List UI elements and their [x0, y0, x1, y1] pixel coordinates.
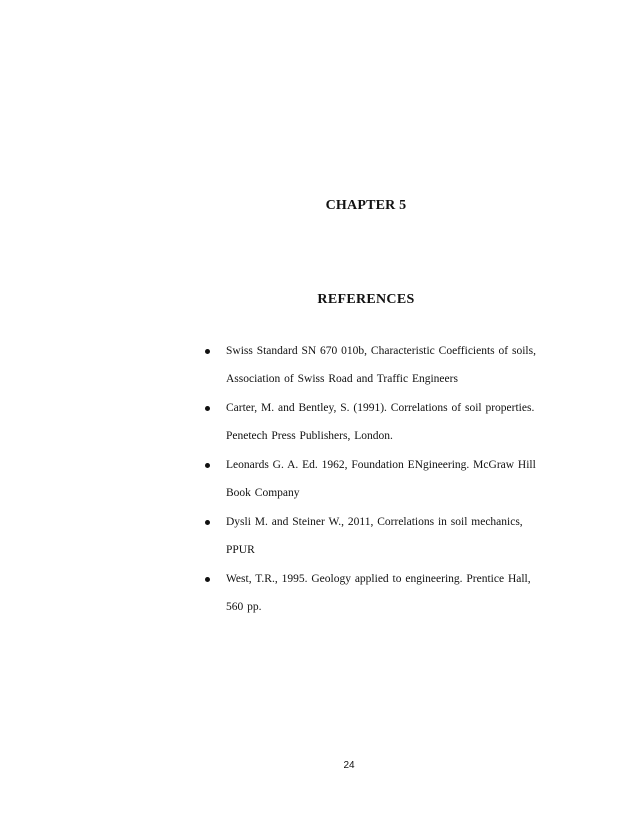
page-number: 24	[343, 760, 355, 771]
reference-item	[205, 566, 550, 621]
reference-text: West, T.R., 1995. Geology applied to engineering. Prentice Hall, 560 pp.	[226, 573, 531, 613]
bullet-icon	[205, 577, 210, 582]
reference-text: Carter, M. and Bentley, S. (1991). Correlations of soil properties. Penetech Press Publishers, London.	[226, 402, 535, 442]
reference-text: Swiss Standard SN 670 010b, Characteristic Coefficients of soils, Association of Swiss Road and Traffic Engineers	[226, 345, 536, 385]
bullet-icon	[205, 349, 210, 354]
reference-item	[205, 509, 550, 564]
bullet-icon	[205, 406, 210, 411]
bullet-icon	[205, 463, 210, 468]
reference-item	[205, 452, 550, 507]
references-heading: REFERENCES	[317, 292, 415, 307]
chapter-heading: CHAPTER 5	[325, 198, 407, 213]
bullet-icon	[205, 520, 210, 525]
reference-text: Dysli M. and Steiner W., 2011, Correlations in soil mechanics, PPUR	[226, 516, 523, 556]
reference-item	[205, 395, 550, 450]
reference-text: Leonards G. A. Ed. 1962, Foundation ENgineering. McGraw Hill Book Company	[226, 459, 536, 499]
reference-item	[205, 338, 550, 393]
reference-list	[205, 338, 550, 623]
